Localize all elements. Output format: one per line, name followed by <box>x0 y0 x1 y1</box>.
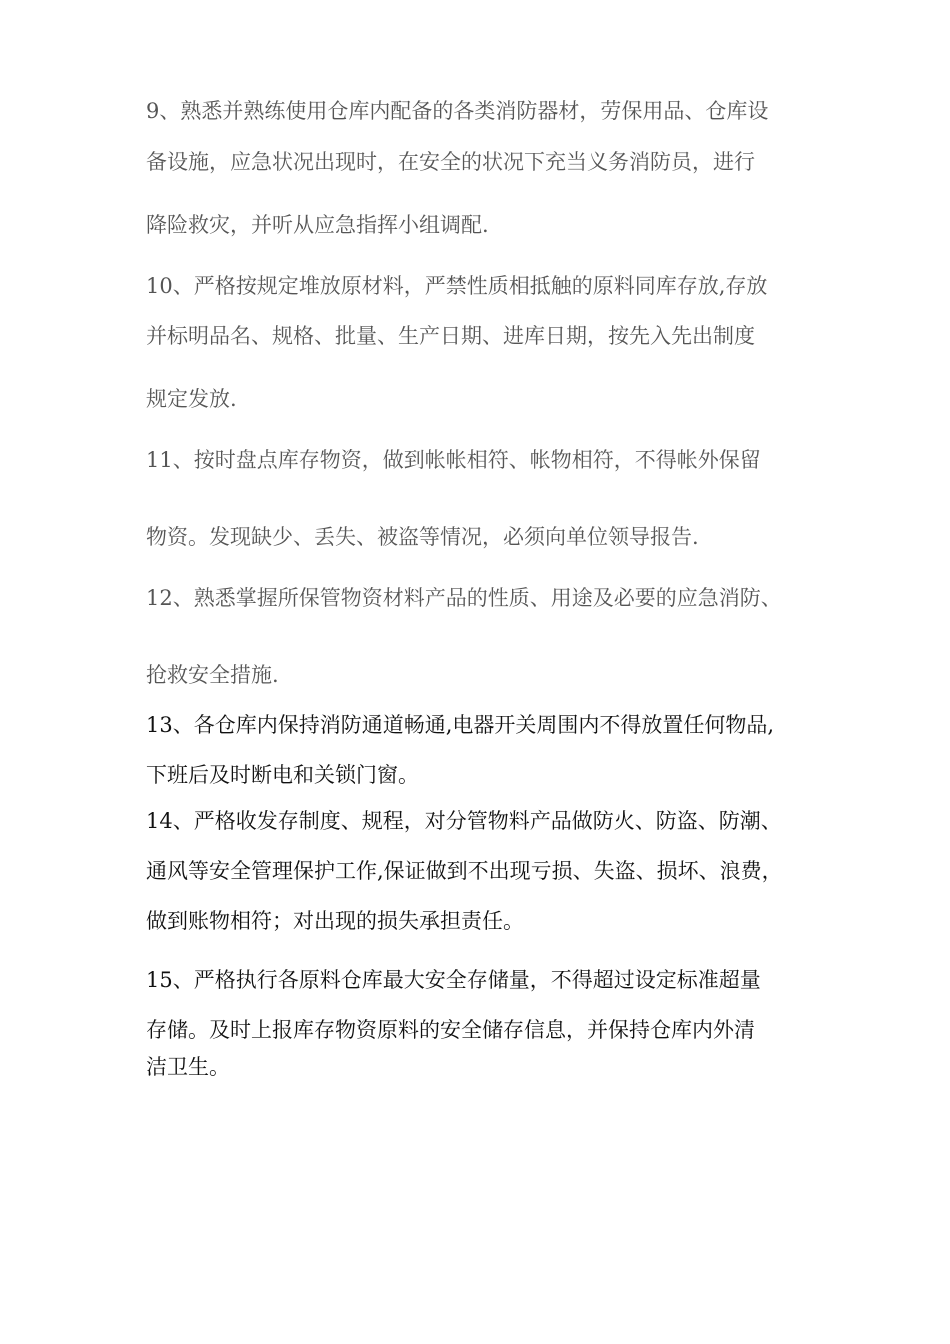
item-9-line-2: 备设施，应急状况出现时，在安全的状况下充当义务消防员，进行 <box>146 150 755 174</box>
item-12-line-2: 抢救安全措施. <box>146 663 279 687</box>
item-11-line-2: 物资。发现缺少、丢失、被盗等情况，必须向单位领导报告. <box>146 525 699 549</box>
item-11-line-1: 11、按时盘点库存物资，做到帐帐相符、帐物相符，不得帐外保留 <box>146 448 761 472</box>
item-13-line-2: 下班后及时断电和关锁门窗。 <box>146 763 419 787</box>
item-14-line-2: 通风等安全管理保护工作,保证做到不出现亏损、失盗、损坏、浪费， <box>146 859 783 883</box>
item-13-line-1: 13、各仓库内保持消防通道畅通,电器开关周围内不得放置任何物品, <box>146 713 775 737</box>
item-10-line-1: 10、严格按规定堆放原材料，严禁性质相抵触的原料同库存放,存放 <box>146 274 768 298</box>
item-10-line-3: 规定发放. <box>146 387 237 411</box>
item-14-line-1: 14、严格收发存制度、规程，对分管物料产品做防火、防盗、防潮、 <box>146 809 782 833</box>
item-9-line-3: 降险救灾，并听从应急指挥小组调配. <box>146 213 489 237</box>
item-10-line-2: 并标明品名、规格、批量、生产日期、进库日期，按先入先出制度 <box>146 324 755 348</box>
item-15-line-1: 15、严格执行各原料仓库最大安全存储量，不得超过设定标准超量 <box>146 968 761 992</box>
item-9-line-1: 9、熟悉并熟练使用仓库内配备的各类消防器材，劳保用品、仓库设 <box>146 99 769 123</box>
item-12-line-1: 12、熟悉掌握所保管物资材料产品的性质、用途及必要的应急消防、 <box>146 586 782 610</box>
item-15-line-3: 洁卫生。 <box>146 1055 230 1079</box>
item-15-line-2: 存储。及时上报库存物资原料的安全储存信息，并保持仓库内外清 <box>146 1018 755 1042</box>
item-14-line-3: 做到账物相符；对出现的损失承担责任。 <box>146 909 524 933</box>
